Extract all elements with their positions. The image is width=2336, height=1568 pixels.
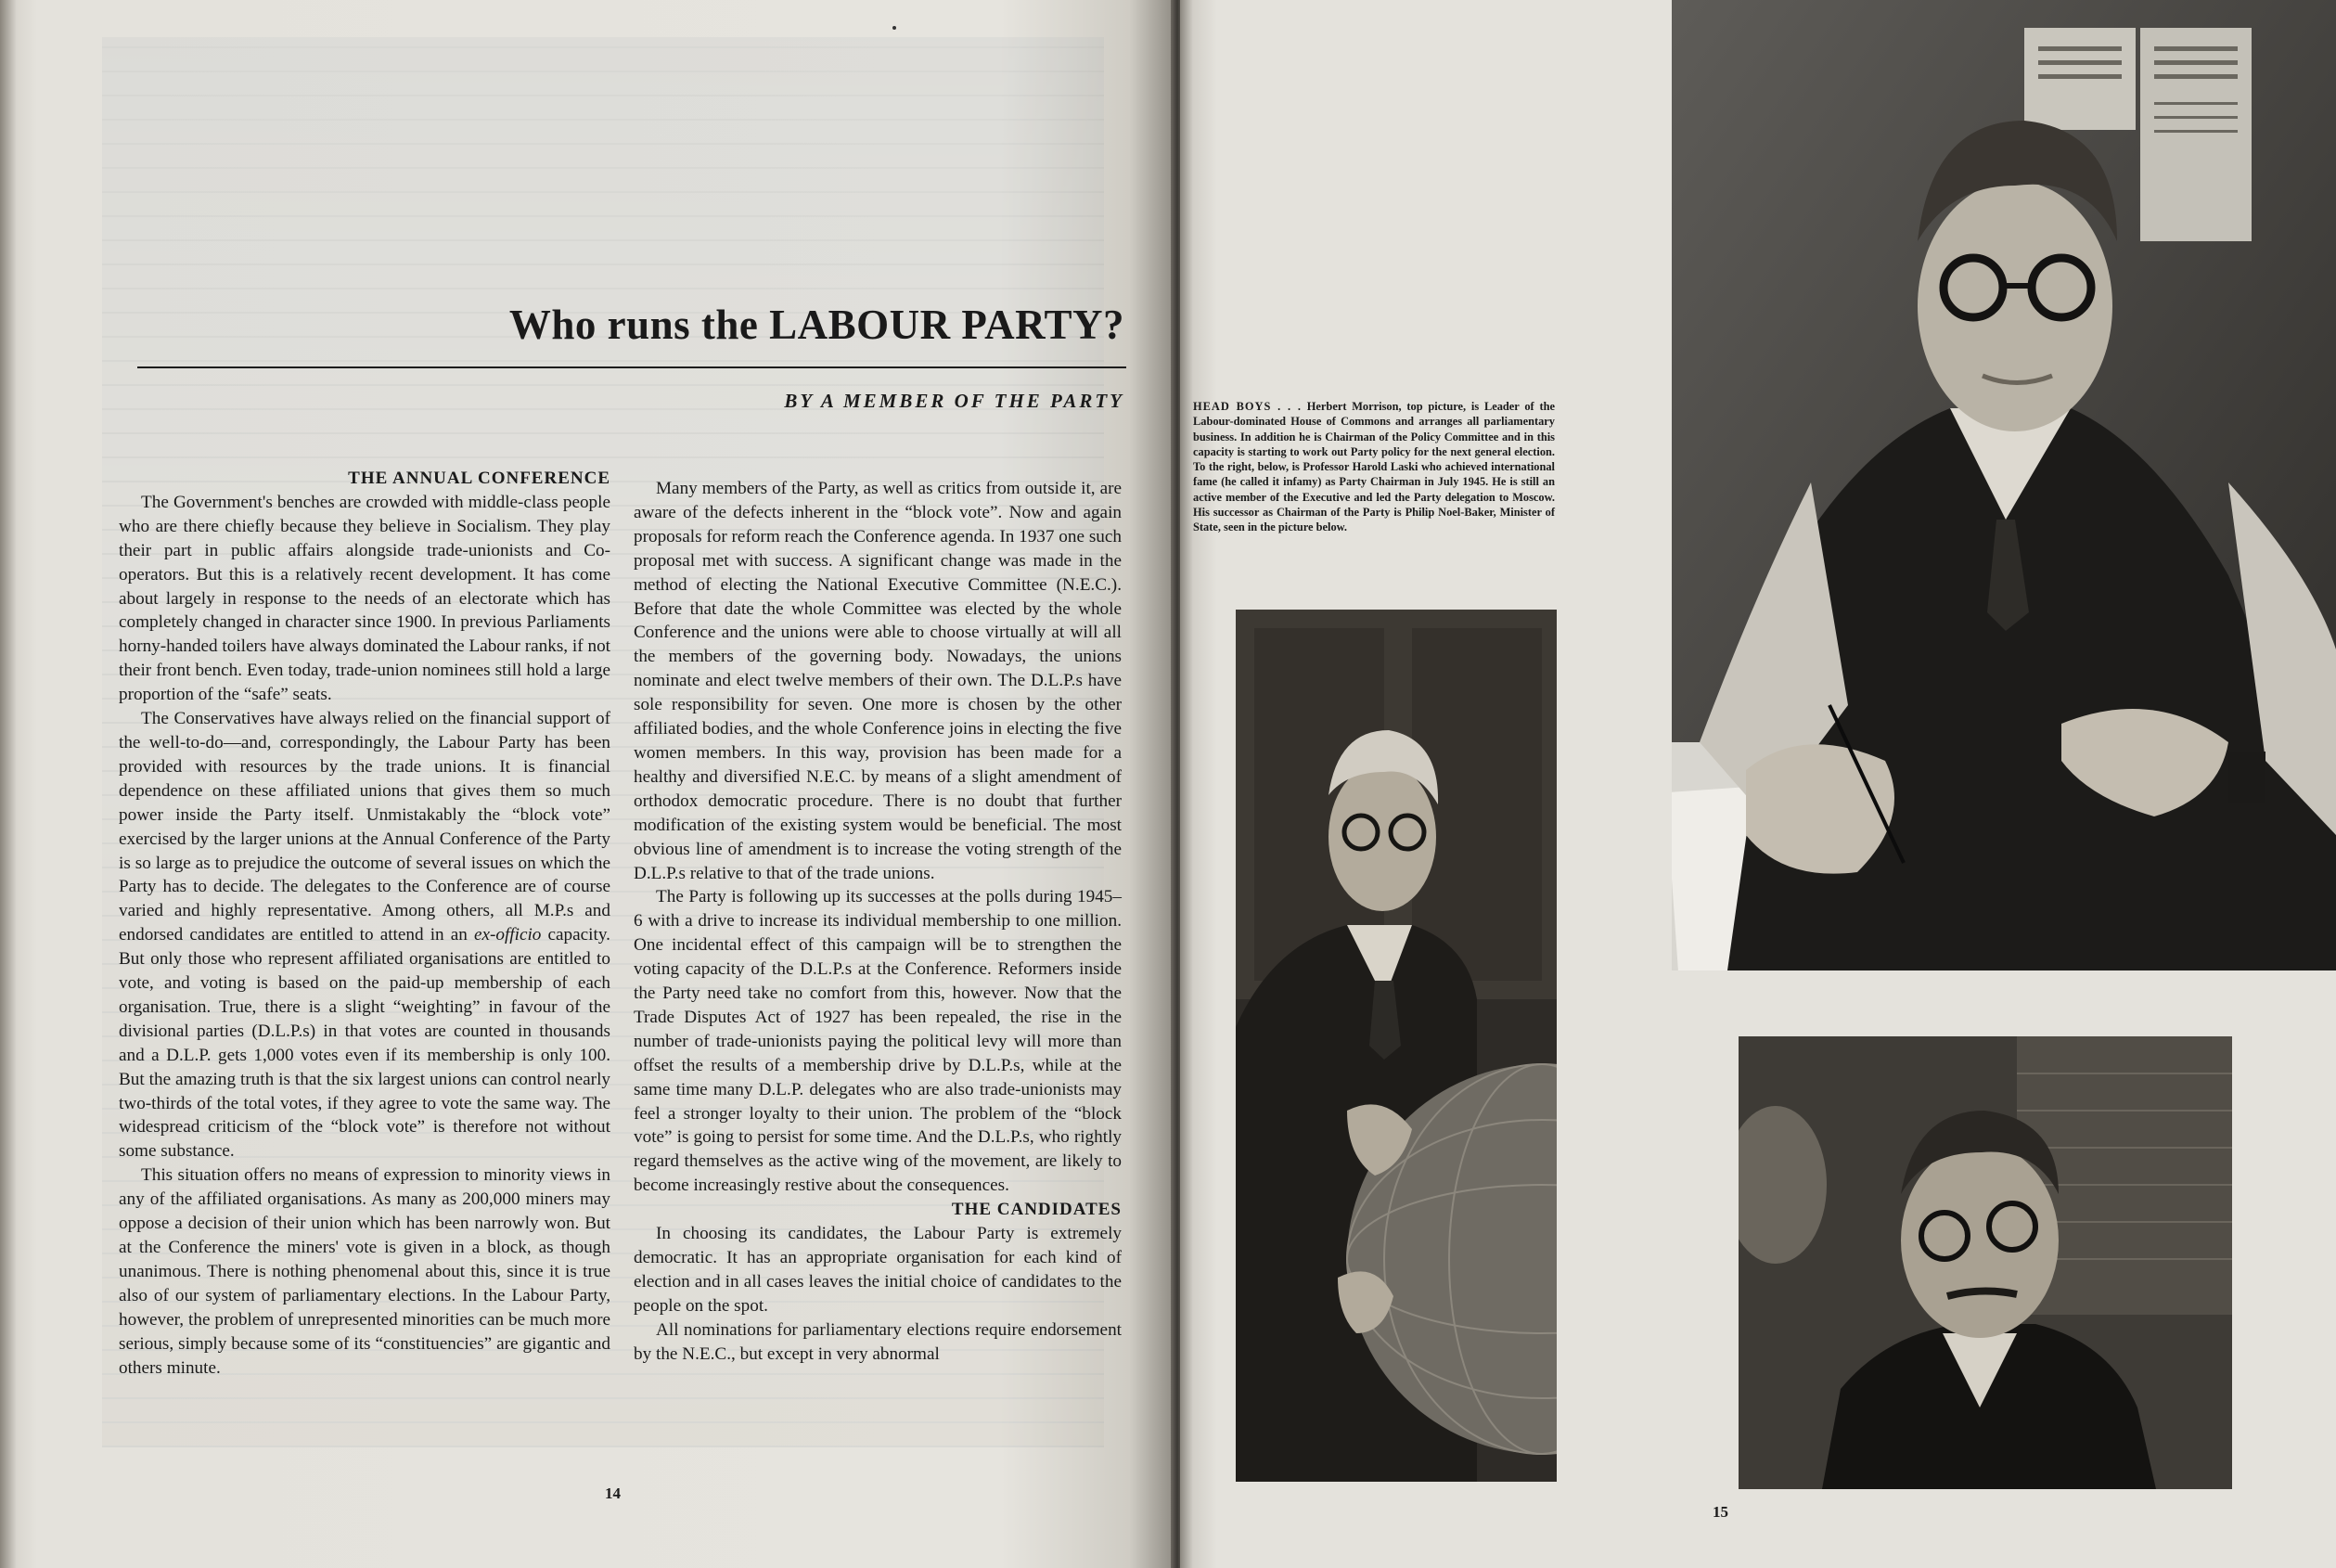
paragraph: All nominations for parliamentary elections require endorsement by the N.E.C., but except in very abnormal xyxy=(634,1319,1122,1364)
paragraph: The Conservatives have always relied on the financial support of the well-to-do—and, correspondingly, the Labour Party has been provided with resources by the trade unions. It is financial dependence on these affiliated unions that gives them so much power inside the Party itself. Unmistakably the “block vote” exercised by the larger unions at the Annual Conference of the Party is so large as to prejudice the outcome of several issues on which the Party has to decide. The delegates to the Conference are of course varied and highly representative. Among others, all M.P.s and endorsed candidates are entitled to attend in an ex-officio capacity. But only those who represent affiliated organisations are entitled to vote, and voting is based on the paid-up membership of each organisation. True, there is a slight “weighting” in favour of the divisional parties (D.L.P.s) in that votes are counted in thousands and a D.L.P. gets 1,000 votes even if its membership is only 100. But the amazing truth is that the six largest unions can control nearly two-thirds of the total votes, if they agree to vote the same way. The widespread criticism of the “block vote” is therefore not without some substance. xyxy=(119,709,610,1162)
paragraph: This situation offers no means of expression to minority views in any of the affiliated organisations. As many as 200,000 miners may oppose a decision of their union which has been narrowly won. But at the Conference the miners' vote is given in a block, as though unanimous. There is nothing phenomenal about this, since it is true also of our system of parliamentary elections. In the Labour Party, however, the problem of unrepresented minorities can be much more serious, simply because some of its “constituencies” are gigantic and others minute. xyxy=(119,1165,610,1378)
headline-rule xyxy=(137,366,1126,368)
page-number: 15 xyxy=(1713,1503,1728,1521)
photo-harold-laski xyxy=(1739,1036,2232,1489)
portrait-image xyxy=(1236,610,1557,1482)
page-15 xyxy=(1180,0,2336,1568)
photo-caption: HEAD BOYS . . . Herbert Morrison, top picture, is Leader of the Labour-dominated House of Commons and arranges all parliamentary business. In addition he is Chairman of the Policy Committee and in this capacity is starting to work out Party policy for the next general election. To the right, below, is Professor Harold Laski who achieved international fame (he called it infamy) as Party Chairman in July 1945. He is still an active member of the Executive and led the Party delegation to Moscow. His successor as Chairman of the Party is Philip Noel-Baker, Minister of State, seen in the picture below. xyxy=(1193,400,1555,534)
page-number: 14 xyxy=(605,1484,621,1502)
section-heading-candidates: THE CANDIDATES xyxy=(951,1200,1122,1220)
paragraph: The Party is following up its successes at the polls during 1945–6 with a drive to increase its individual membership to one million. One incidental effect of this campaign will be to strengthen the voting capacity of the D.L.P.s at the Conference. Reformers inside the Party need take no comfort from this, however. Now that the Trade Disputes Act of 1927 has been repealed, the rise in the number of trade-unionists paying the political levy will more than offset the results of a membership drive by D.L.P.s, while at the same time many D.L.P. delegates who are also trade-unionists may feel a stronger loyalty to their union. The problem of the “block vote” is going to persist for some time. And the D.L.P.s, who rightly regard themselves as the active wing of the movement, are likely to become increasingly restive about the consequences. xyxy=(634,887,1122,1196)
portrait-image xyxy=(1672,0,2336,970)
article-headline: Who runs the LABOUR PARTY? xyxy=(508,302,1124,348)
paragraph: The Government's benches are crowded with middle-class people who are there chiefly because they believe in Socialism. They play their part in public affairs alongside trade-unionists and Co-operators. But this is a relatively recent development. It has come about largely in response to the needs of an electorate which has completely changed in character since 1900. In previous Parliaments horny-handed toilers have always dominated the Labour ranks, if not their front bench. Even today, trade-union nominees still hold a large proportion of the “safe” seats. xyxy=(119,492,610,705)
caption-lead: HEAD BOYS . . . xyxy=(1193,400,1302,413)
section-heading-conference: THE ANNUAL CONFERENCE xyxy=(348,469,610,488)
portrait-image xyxy=(1739,1036,2232,1489)
photo-herbert-morrison xyxy=(1672,0,2336,970)
italic-term: ex-officio xyxy=(473,925,542,945)
text-column-1 xyxy=(119,467,610,1380)
photo-noel-baker-globe xyxy=(1236,610,1557,1482)
article-byline: BY A MEMBER OF THE PARTY xyxy=(784,390,1124,412)
text-column-2 xyxy=(634,477,1122,1367)
paragraph: In choosing its candidates, the Labour Party is extremely democratic. It has an appropriate organisation for each kind of election and in all cases leaves the initial choice of candidates to the people on the spot. xyxy=(634,1224,1122,1316)
page-mark xyxy=(892,26,896,30)
paragraph: Many members of the Party, as well as critics from outside it, are aware of the defects inherent in the “block vote”. Now and again proposals for reform reach the Conference agenda. In 1937 one such proposal met with success. A significant change was made in the method of electing the National Executive Committee (N.E.C.). Before that date the whole Committee was elected by the whole Conference and the unions were able to choose virtually at will all the members of the governing body. Nowadays, the unions nominate and elect twelve members of their own. The D.L.P.s have sole responsibility for seven. One more is chosen by the other affiliated bodies, and the whole Conference joins in electing the five women members. In this way, provision has been made for a healthy and diversified N.E.C. by means of a slight amendment of orthodox democratic procedure. There is no doubt that further modification of the existing system would be beneficial. The most obvious line of amendment is to increase the voting strength of the D.L.P.s relative to that of the trade unions. xyxy=(634,479,1122,883)
